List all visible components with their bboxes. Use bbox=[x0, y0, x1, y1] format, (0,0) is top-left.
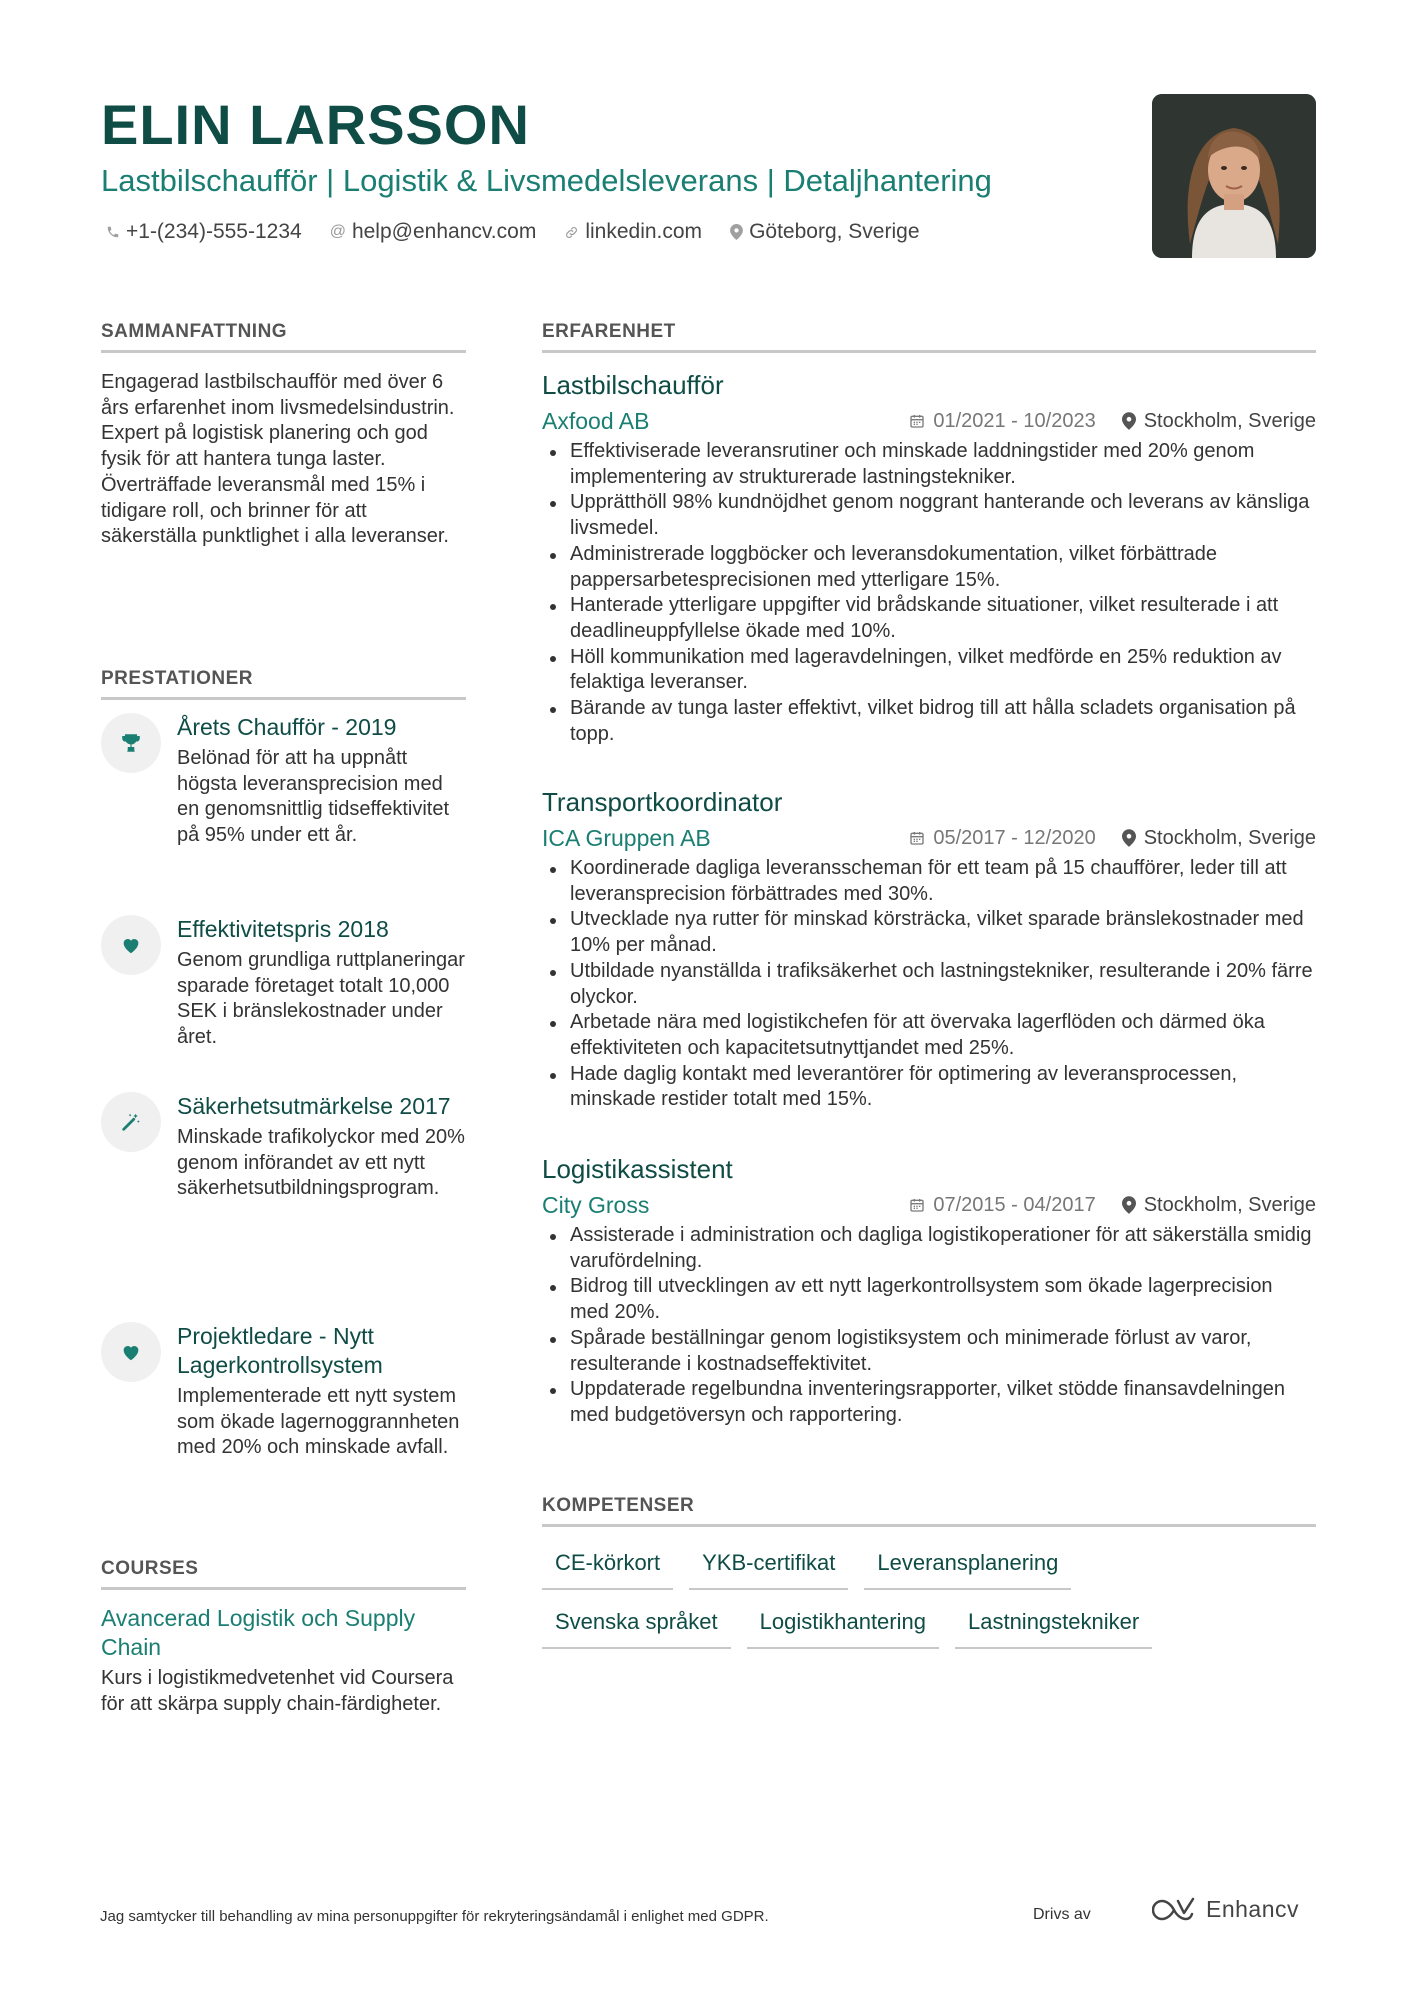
job-bullet: Arbetade nära med logistikchefen för att övervaka lagerflöden och därmed öka effektiviteten och kapacitetsutnyttjandet med 25%. bbox=[542, 1010, 1316, 1061]
skills-heading: KOMPETENSER bbox=[542, 1494, 1316, 1527]
calendar-icon bbox=[909, 830, 925, 846]
linkedin-text[interactable]: linkedin.com bbox=[585, 220, 703, 243]
job-location bbox=[1122, 822, 1316, 854]
skills-list bbox=[542, 1547, 1316, 1665]
skill-tag: Lastningstekniker bbox=[955, 1606, 1152, 1649]
course-desc: Kurs i logistikmedvetenhet vid Coursera för att skärpa supply chain-färdigheter. bbox=[101, 1667, 454, 1715]
job-bullet: Bärande av tunga laster effektivt, vilket bidrog till att hålla scladets organisation på topp. bbox=[542, 696, 1316, 747]
brand-name: Enhancv bbox=[1206, 1896, 1300, 1922]
location-pin-icon bbox=[730, 224, 743, 240]
job-meta-right bbox=[909, 822, 1316, 854]
courses-heading: COURSES bbox=[101, 1557, 466, 1590]
job-location-text: Stockholm, Sverige bbox=[1143, 410, 1316, 432]
achievement-desc: Belönad för att ha uppnått högsta leveransprecision med en genomsnittlig tidseffektivitet på 95% under ett år. bbox=[177, 747, 450, 847]
location-pin-icon bbox=[1122, 1196, 1136, 1214]
job-bullet: Hade daglig kontakt med leverantörer för optimering av leveransprocessen, minskade restider totalt med 15%. bbox=[542, 1062, 1316, 1113]
job-meta bbox=[542, 1189, 1316, 1221]
enhancv-logo-icon bbox=[1152, 1897, 1200, 1923]
achievement-title: Projektledare - Nytt Lagerkontrollsystem bbox=[177, 1323, 383, 1378]
job-location bbox=[1122, 1189, 1316, 1221]
brand-logo[interactable] bbox=[1152, 1896, 1299, 1923]
course-title: Avancerad Logistik och Supply Chain bbox=[101, 1605, 416, 1660]
course-item bbox=[101, 1604, 466, 1717]
achievement-desc: Minskade trafikolyckor med 20% genom införandet av ett nytt säkerhetsutbildningsprogram. bbox=[177, 1126, 465, 1200]
contact-linkedin[interactable] bbox=[564, 220, 702, 244]
contact-phone bbox=[106, 220, 302, 244]
job-dates bbox=[909, 405, 1095, 437]
job-bullets bbox=[542, 856, 1316, 1113]
summary-heading: SAMMANFATTNING bbox=[101, 320, 466, 353]
job-location bbox=[1122, 405, 1316, 437]
link-icon bbox=[564, 225, 579, 240]
achievements-heading: PRESTATIONER bbox=[101, 667, 466, 700]
contact-email[interactable] bbox=[330, 220, 537, 244]
experience-item bbox=[542, 369, 1316, 747]
achievement-body bbox=[177, 1092, 467, 1202]
email-text[interactable]: help@enhancv.com bbox=[351, 220, 537, 243]
job-meta-right bbox=[909, 1189, 1316, 1221]
location-pin-icon bbox=[1122, 412, 1136, 430]
achievement-body bbox=[177, 1322, 467, 1461]
magic-wand-icon bbox=[101, 1092, 161, 1152]
job-bullets bbox=[542, 439, 1316, 747]
location-text: Göteborg, Sverige bbox=[749, 220, 920, 243]
at-icon: @ bbox=[329, 223, 346, 240]
achievement-title: Effektivitetspris 2018 bbox=[177, 916, 389, 942]
job-bullet: Utbildade nyanställda i trafiksäkerhet och lastningstekniker, resulterande i 20% färre olyckor. bbox=[542, 959, 1316, 1010]
job-bullet: Höll kommunikation med lageravdelningen, vilket medförde en 25% reduktion av felaktiga leveranser. bbox=[542, 645, 1316, 696]
achievement-desc: Implementerade ett nytt system som ökade lagernoggrannheten med 20% och minskade avfall. bbox=[177, 1385, 460, 1459]
job-bullet: Bidrog till utvecklingen av ett nytt lagerkontrollsystem som ökade lagerprecision med 20%. bbox=[542, 1274, 1316, 1325]
achievement-title: Årets Chaufför - 2019 bbox=[177, 714, 397, 740]
calendar-icon bbox=[909, 1197, 925, 1213]
job-dates-text: 07/2015 - 04/2017 bbox=[933, 1194, 1096, 1216]
job-title: Lastbilschaufför bbox=[542, 370, 724, 400]
job-dates bbox=[909, 822, 1095, 854]
skills-row bbox=[542, 1547, 1316, 1590]
experience-item bbox=[542, 1153, 1316, 1429]
achievement-body bbox=[177, 713, 467, 849]
job-meta-right bbox=[909, 405, 1316, 437]
job-bullet: Utvecklade nya rutter för minskad körsträcka, vilket sparade bränslekostnader med 10% per månad. bbox=[542, 907, 1316, 958]
job-bullets bbox=[542, 1223, 1316, 1429]
company-name: City Gross bbox=[542, 1192, 650, 1218]
achievement-title: Säkerhetsutmärkelse 2017 bbox=[177, 1093, 451, 1119]
skill-tag: Leveransplanering bbox=[864, 1547, 1071, 1590]
skill-tag: YKB-certifikat bbox=[689, 1547, 848, 1590]
heart-icon bbox=[101, 1322, 161, 1382]
powered-by-label: Drivs av bbox=[1033, 1906, 1091, 1923]
job-dates-text: 01/2021 - 10/2023 bbox=[933, 410, 1096, 432]
candidate-name: ELIN LARSSON bbox=[101, 93, 530, 156]
portrait-image bbox=[1152, 94, 1316, 258]
skill-tag: CE-körkort bbox=[542, 1547, 673, 1590]
profile-photo bbox=[1152, 94, 1316, 258]
phone-icon bbox=[106, 225, 120, 239]
job-bullet: Hanterade ytterligare uppgifter vid brådskande situationer, vilket resulterade i att deadlineuppfyllelse ökade med 10%. bbox=[542, 593, 1316, 644]
job-title: Transportkoordinator bbox=[542, 787, 783, 817]
achievement-desc: Genom grundliga ruttplaneringar sparade företaget totalt 10,000 SEK i bränslekostnader under året. bbox=[177, 949, 465, 1049]
company-name: Axfood AB bbox=[542, 408, 650, 434]
job-meta bbox=[542, 822, 1316, 854]
trophy-icon bbox=[101, 713, 161, 773]
phone-text: +1-(234)-555-1234 bbox=[126, 220, 302, 243]
job-dates bbox=[909, 1189, 1095, 1221]
experience-item bbox=[542, 786, 1316, 1113]
company-name: ICA Gruppen AB bbox=[542, 825, 711, 851]
job-bullet: Upprätthöll 98% kundnöjdhet genom noggrant hanterande och leverans av känsliga livsmedel. bbox=[542, 490, 1316, 541]
skills-row bbox=[542, 1606, 1316, 1649]
job-location-text: Stockholm, Sverige bbox=[1143, 827, 1316, 849]
contact-bar bbox=[106, 220, 948, 244]
skill-tag: Logistikhantering bbox=[747, 1606, 939, 1649]
job-meta bbox=[542, 405, 1316, 437]
job-bullet: Assisterade i administration och dagliga logistikoperationer för att säkerställa smidig varufördelning. bbox=[542, 1223, 1316, 1274]
location-pin-icon bbox=[1122, 829, 1136, 847]
heart-icon bbox=[101, 915, 161, 975]
summary-text: Engagerad lastbilschaufför med över 6 års erfarenhet inom livsmedelsindustrin. Expert på logistisk planering och god fysik för att hantera tunga laster. Överträffade leveransmål med 15% i tidigare roll, och brinner för att säkerställa punktlighet i alla leveranser. bbox=[101, 371, 455, 548]
job-title: Logistikassistent bbox=[542, 1154, 733, 1184]
gdpr-consent: Jag samtycker till behandling av mina personuppgifter för rekryteringsändamål i enlighet med GDPR. bbox=[100, 1908, 769, 1925]
job-bullet: Administrerade loggböcker och leveransdokumentation, vilket förbättrade pappersarbetesprecisionen med ytterligare 15%. bbox=[542, 542, 1316, 593]
job-bullet: Koordinerade dagliga leveransscheman för ett team på 15 chaufförer, leder till att leveransprecision förbättrades med 30%. bbox=[542, 856, 1316, 907]
candidate-headline: Lastbilschaufför | Logistik & Livsmedelsleverans | Detaljhantering bbox=[101, 163, 992, 198]
experience-heading: ERFARENHET bbox=[542, 320, 1316, 353]
job-bullet: Uppdaterade regelbundna inventeringsrapporter, vilket stödde finansavdelningen med budgetöversyn och rapportering. bbox=[542, 1377, 1316, 1428]
contact-location bbox=[730, 220, 919, 244]
job-bullet: Effektiviserade leveransrutiner och minskade laddningstider med 20% genom implementering av strukturerade lastningstekniker. bbox=[542, 439, 1316, 490]
calendar-icon bbox=[909, 413, 925, 429]
skill-tag: Svenska språket bbox=[542, 1606, 731, 1649]
achievement-body bbox=[177, 915, 467, 1051]
job-dates-text: 05/2017 - 12/2020 bbox=[933, 827, 1096, 849]
job-bullet: Spårade beställningar genom logistiksystem och minimerade förlust av varor, resulterande i kostnadseffektivitet. bbox=[542, 1326, 1316, 1377]
job-location-text: Stockholm, Sverige bbox=[1143, 1194, 1316, 1216]
